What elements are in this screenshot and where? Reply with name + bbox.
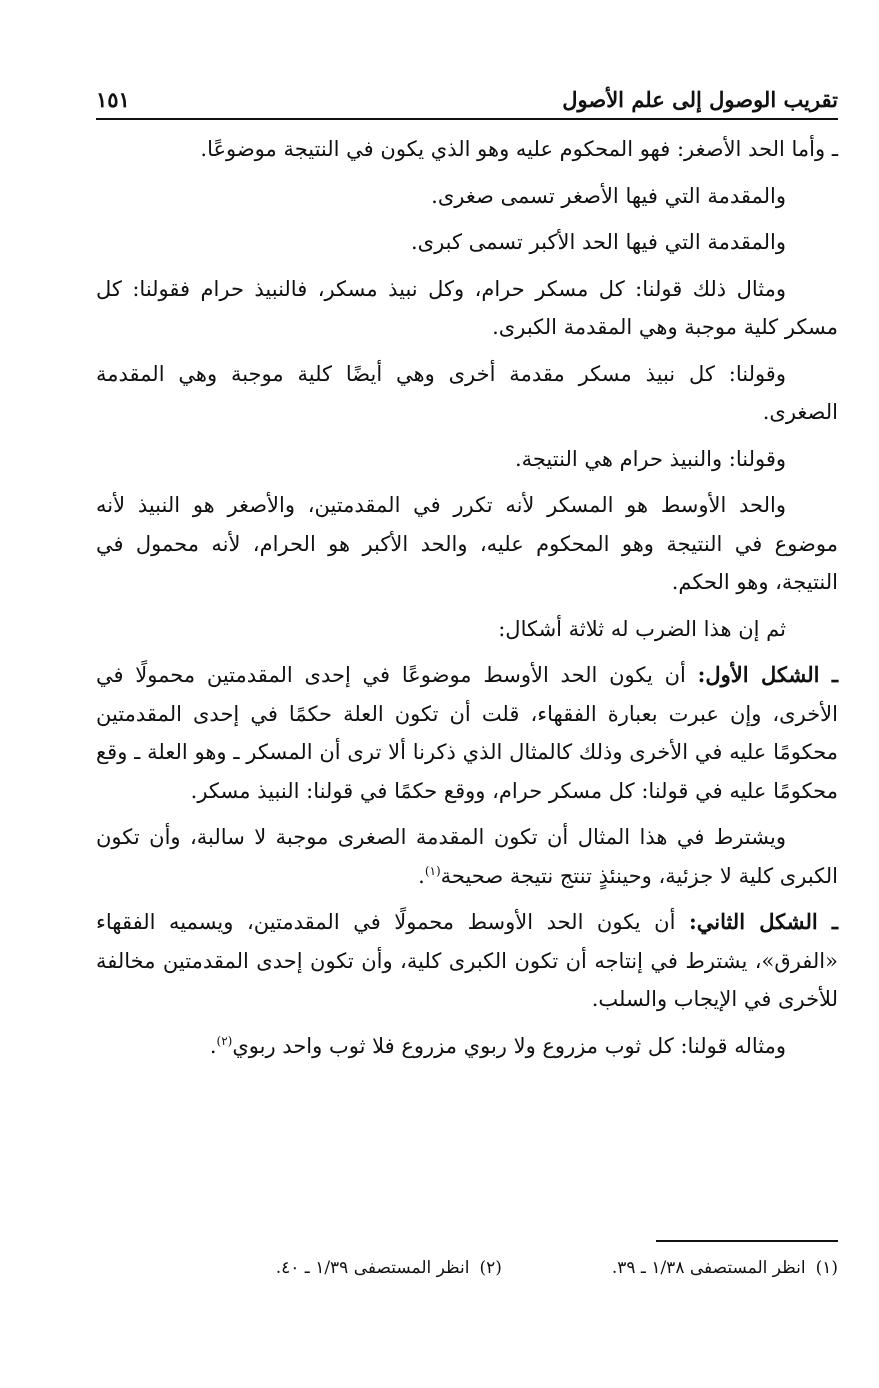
footnote-ref-1: (١) (424, 863, 441, 878)
paragraph: ومثال ذلك قولنا: كل مسكر حرام، وكل نبيذ مسكر، فالنبيذ حرام فقولنا: كل مسكر كلية موجبة وهي المقدمة الكبرى. (96, 276, 838, 339)
paragraph: وقولنا: كل نبيذ مسكر مقدمة أخرى وهي أيضًا كلية موجبة وهي المقدمة الصغرى. (96, 361, 838, 424)
footnotes (96, 1258, 838, 1278)
paragraph: والحد الأوسط هو المسكر لأنه تكرر في المقدمتين، والأصغر هو النبيذ لأنه موضوع في النتيجة وهو المحكوم عليه، والحد الأكبر هو الحرام، لأنه محمول في النتيجة، وهو الحكم. (96, 493, 838, 594)
paragraph: وقولنا: والنبيذ حرام هي النتيجة. (514, 446, 786, 471)
paragraph-second-form: ـ الشكل الثاني: أن يكون الحد الأوسط محمولًا في المقدمتين، ويسميه الفقهاء «الفرق»، يشترط في إنتاجه أن تكون الكبرى كلية، وأن تكون إحدى المقدمتين مخالفة للأخرى في الإيجاب والسلب. (96, 909, 838, 1011)
running-title: تقريب الوصول إلى علم الأصول (562, 86, 838, 112)
paragraph: ويشترط في هذا المثال أن تكون المقدمة الصغرى موجبة لا سالبة، وأن تكون الكبرى كلية لا جزئية، وحينئذٍ تنتج نتيجة صحيحة$^{(١)}$. (96, 825, 838, 888)
footnote-ref-2: (٢) (216, 1033, 233, 1048)
footnote-divider (656, 1240, 838, 1242)
second-form-heading: ـ الشكل الثاني: (688, 909, 838, 934)
paragraph: والمقدمة التي فيها الأصغر تسمى صغرى. (431, 183, 786, 208)
paragraph: ثم إن هذا الضرب له ثلاثة أشكال: (498, 616, 786, 641)
body-text (96, 130, 838, 1065)
first-form-heading: ـ الشكل الأول: (697, 662, 838, 687)
paragraph: ومثاله قولنا: كل ثوب مزروع ولا ربوي مزروع فلا ثوب واحد ربوي$^{(٢)}$. (209, 1033, 786, 1058)
book-page (96, 80, 838, 1278)
footnote-2: (٢)انظر المستصفى ١/٣٩ ـ ٤٠. (275, 1258, 502, 1278)
paragraph-first-form: ـ الشكل الأول: أن يكون الحد الأوسط موضوعًا في إحدى المقدمتين محمولًا في الأخرى، وإن عبرت بعبارة الفقهاء، قلت أن تكون العلة حكمًا في إحدى المقدمتين محكومًا عليه في الأخرى وذلك كالمثال الذي ذكرنا ألا ترى أن المسكر ـ وهو العلة ـ وقع محكومًا عليه في قولنا: كل مسكر حرام، ووقع حكمًا في قولنا: النبيذ مسكر. (96, 662, 838, 803)
paragraph: ـ وأما الحد الأصغر: فهو المحكوم عليه وهو الذي يكون في النتيجة موضوعًا. (200, 137, 838, 161)
paragraph: والمقدمة التي فيها الحد الأكبر تسمى كبرى. (410, 230, 786, 254)
footnote-1: (١)انظر المستصفى ١/٣٨ ـ ٣٩. (611, 1258, 838, 1278)
running-header (96, 80, 838, 120)
page-number: ١٥١ (96, 86, 130, 112)
